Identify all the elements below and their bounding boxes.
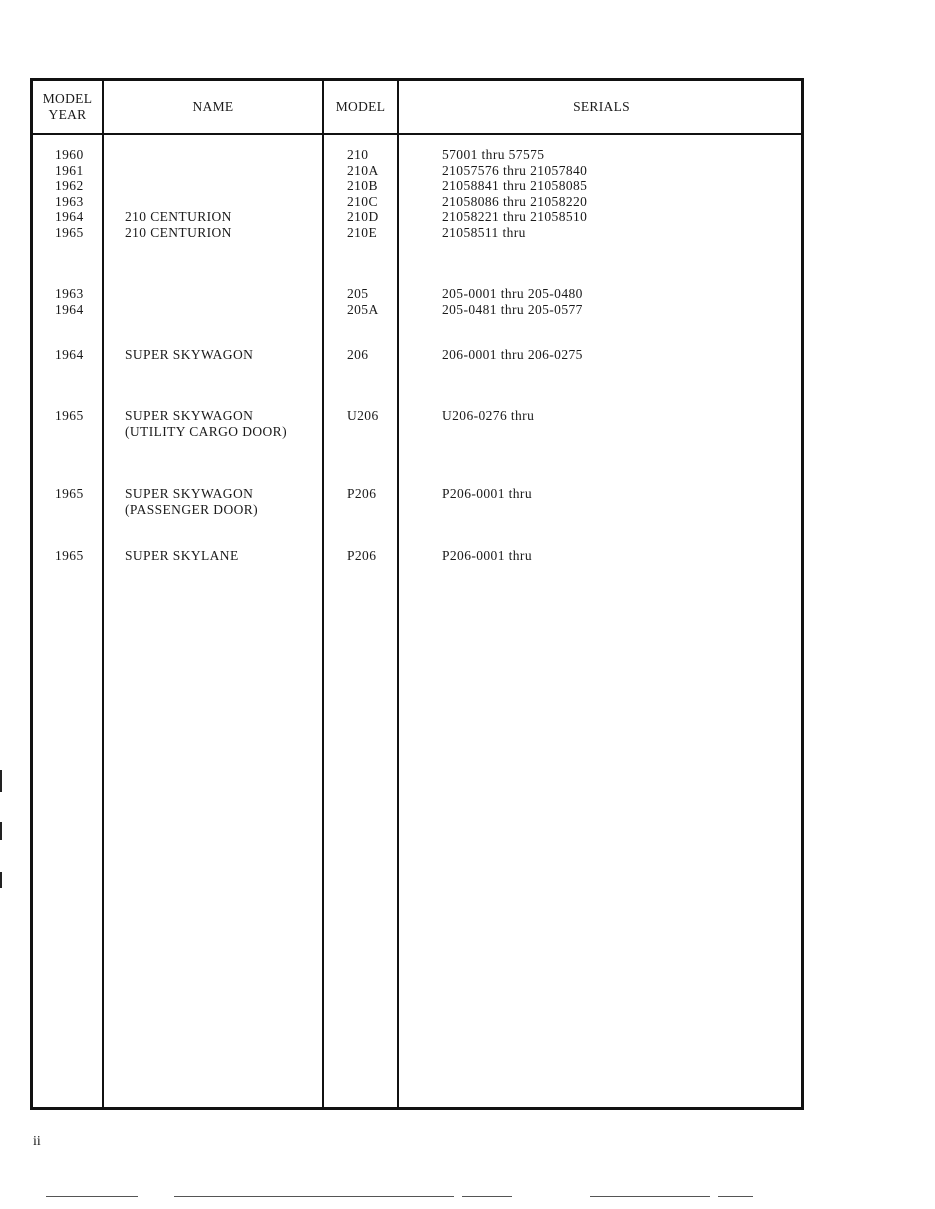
- aircraft-name: SUPER SKYWAGON: [125, 486, 254, 501]
- footer-rule: [462, 1196, 512, 1197]
- footer-rule: [590, 1196, 710, 1197]
- header-model-year: MODEL YEAR: [42, 91, 93, 122]
- model-year: 1965: [55, 548, 84, 563]
- column-divider: [397, 81, 399, 1107]
- scan-edge-mark: [0, 872, 2, 888]
- model-code: 210: [347, 147, 369, 162]
- model-year: 1962: [55, 178, 84, 193]
- serial-range: P206-0001 thru: [442, 548, 532, 563]
- serial-range: 21058221 thru 21058510: [442, 209, 588, 224]
- serials-table: [30, 78, 804, 1110]
- header-divider: [33, 133, 801, 135]
- serial-range: 21057576 thru 21057840: [442, 162, 588, 178]
- aircraft-name: SUPER SKYLANE: [125, 548, 239, 563]
- page-number: ii: [33, 1134, 41, 1149]
- serial-range: 57001 thru 57575: [442, 147, 545, 162]
- serial-range: U206-0276 thru: [442, 408, 535, 423]
- model-year: 1961: [55, 162, 84, 178]
- aircraft-name: SUPER SKYWAGON: [125, 408, 254, 423]
- model-code: 205: [347, 286, 369, 301]
- model-code: 205A: [347, 301, 379, 317]
- model-code: 210D: [347, 209, 379, 224]
- footer-rule: [46, 1196, 138, 1197]
- model-code: U206: [347, 408, 379, 423]
- model-code: P206: [347, 548, 377, 563]
- model-year: 1965: [55, 408, 84, 423]
- model-year: 1964: [55, 301, 84, 317]
- model-year: 1960: [55, 147, 84, 162]
- aircraft-name: (PASSENGER DOOR): [125, 501, 259, 517]
- model-year: 1965: [55, 224, 84, 240]
- serial-range: 206-0001 thru 206-0275: [442, 347, 583, 362]
- model-code: 210B: [347, 178, 378, 193]
- aircraft-name: SUPER SKYWAGON: [125, 347, 254, 362]
- aircraft-name: (UTILITY CARGO DOOR): [125, 423, 287, 439]
- model-code: 210A: [347, 162, 379, 178]
- serial-range: 21058511 thru: [442, 224, 526, 240]
- serial-range: P206-0001 thru: [442, 486, 532, 501]
- column-divider: [102, 81, 104, 1107]
- footer-rule: [718, 1196, 753, 1197]
- serial-range: 205-0481 thru 205-0577: [442, 301, 583, 317]
- model-year: 1964: [55, 209, 84, 224]
- serial-range: 21058841 thru 21058085: [442, 178, 588, 193]
- serial-range: 205-0001 thru 205-0480: [442, 286, 583, 301]
- header-model: MODEL: [335, 99, 386, 114]
- model-code: P206: [347, 486, 377, 501]
- footer-rule: [174, 1196, 454, 1197]
- aircraft-name: 210 CENTURION: [125, 209, 232, 224]
- scan-edge-mark: [0, 770, 2, 792]
- model-code: 210C: [347, 193, 378, 209]
- scan-edge-mark: [0, 822, 2, 840]
- model-year: 1965: [55, 486, 84, 501]
- aircraft-name: 210 CENTURION: [125, 224, 232, 240]
- model-code: 210E: [347, 224, 378, 240]
- model-code: 206: [347, 347, 369, 362]
- serial-range: 21058086 thru 21058220: [442, 193, 588, 209]
- header-serials: SERIALS: [573, 99, 630, 114]
- column-divider: [322, 81, 324, 1107]
- model-year: 1964: [55, 347, 84, 362]
- model-year: 1963: [55, 286, 84, 301]
- model-year: 1963: [55, 193, 84, 209]
- header-name: NAME: [192, 99, 234, 114]
